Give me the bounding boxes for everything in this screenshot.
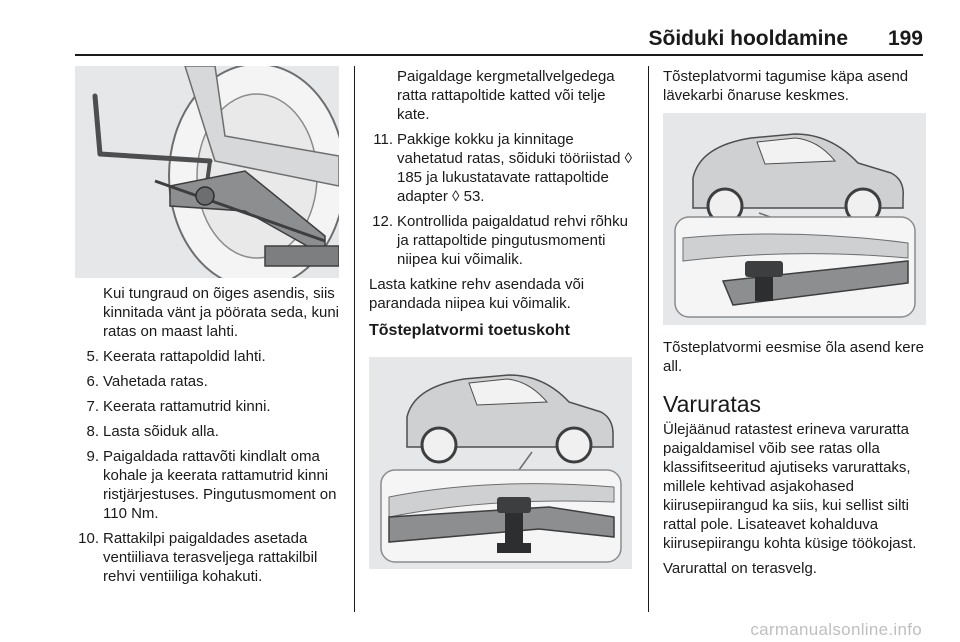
list-item — [369, 212, 637, 269]
list-item-number: 7. — [86, 398, 99, 415]
column-divider-1 — [354, 66, 355, 612]
list-item-number: 12. — [372, 213, 393, 230]
list-item-text: Pakkige kokku ja kinnitage vahetatud ratas, sõiduki tööriistad ◊ 185 ja lukustatavate rattapoltide adapter ◊ 53. — [397, 131, 633, 205]
spare-wheel-paragraph: Ülejäänud ratastest erineva varuratta paigaldamisel võib see ratas olla klassifitseeritud ajutiseks varurattaks, millele kehtivad asjakohased kiirusepiirangud ka siis, kui sellist silti rattal pole. Lisateavet kohalduva kiirusepiirangu kohta küsige töökojast. — [663, 421, 917, 552]
header-rule — [75, 54, 923, 56]
jack-intro-paragraph: Kui tungraud on õiges asendis, siis kinnitada vänt ja pöörata seda, kuni ratas on maast lahti. — [103, 285, 339, 340]
list-item — [75, 372, 347, 391]
lift-point-rear-illustration — [663, 113, 926, 325]
list-item-number: 6. — [86, 373, 99, 390]
continuation-paragraph: Paigaldage kergmetallvelgedega ratta rattapoltide katted või telje kate. — [397, 68, 615, 123]
list-item-number: 5. — [86, 348, 99, 365]
list-item-text: Paigaldada rattavõti kindlalt oma kohale ja keerata rattamutrid kinni ristjärjestuses. Pingutusmoment on 110 Nm. — [103, 448, 337, 522]
list-item-text: Keerata rattamutrid kinni. — [103, 398, 271, 415]
rear-lift-paragraph: Tõsteplatvormi tagumise käpa asend lävekarbi õnaruse keskmes. — [663, 68, 909, 104]
page-header — [0, 0, 960, 58]
list-item-text: Kontrollida paigaldatud rehvi rõhku ja rattapoltide pingutusmomenti niipea kui võimalik. — [397, 213, 628, 268]
column-2-text — [369, 67, 637, 341]
spare-wheel-note: Varurattal on terasvelg. — [663, 560, 817, 577]
jack-illustration — [75, 66, 339, 278]
jack-drawing — [75, 66, 339, 278]
note-paragraph: Lasta katkine rehv asendada või parandada niipea kui võimalik. — [369, 276, 585, 312]
page-title: Sõiduki hooldamine — [648, 27, 848, 50]
list-item — [75, 447, 347, 523]
watermark: carmanualsonline.info — [750, 620, 922, 639]
list-item-text: Vahetada ratas. — [103, 373, 208, 390]
column-divider-2 — [648, 66, 649, 612]
list-item-number: 10. — [78, 530, 99, 547]
list-item — [75, 529, 347, 586]
list-item-number: 8. — [86, 423, 99, 440]
list-item — [369, 130, 637, 206]
column-3-bottom-text — [663, 338, 931, 584]
car-lift-drawing — [369, 357, 632, 569]
list-item-text: Keerata rattapoldid lahti. — [103, 348, 266, 365]
list-item — [75, 397, 347, 416]
section-heading: Varuratas — [663, 391, 762, 417]
list-item — [75, 422, 347, 441]
list-item-text: Rattakilpi paigaldades asetada ventiiliava terasveljega rattakilbil rehvi ventiiliga kohakuti. — [103, 530, 318, 585]
car-lift-drawing — [663, 113, 926, 325]
lift-point-front-illustration — [369, 357, 632, 569]
page-number: 199 — [887, 27, 923, 50]
list-item-text: Lasta sõiduk alla. — [103, 423, 219, 440]
column-3-top-text — [663, 67, 929, 111]
front-lift-paragraph: Tõsteplatvormi eesmise õla asend kere all. — [663, 339, 924, 375]
list-item — [75, 347, 347, 366]
column-1-text — [75, 284, 347, 592]
list-item-number: 9. — [86, 448, 99, 465]
section-heading: Tõsteplatvormi toetuskoht — [369, 322, 570, 339]
list-item-number: 11. — [373, 131, 393, 148]
